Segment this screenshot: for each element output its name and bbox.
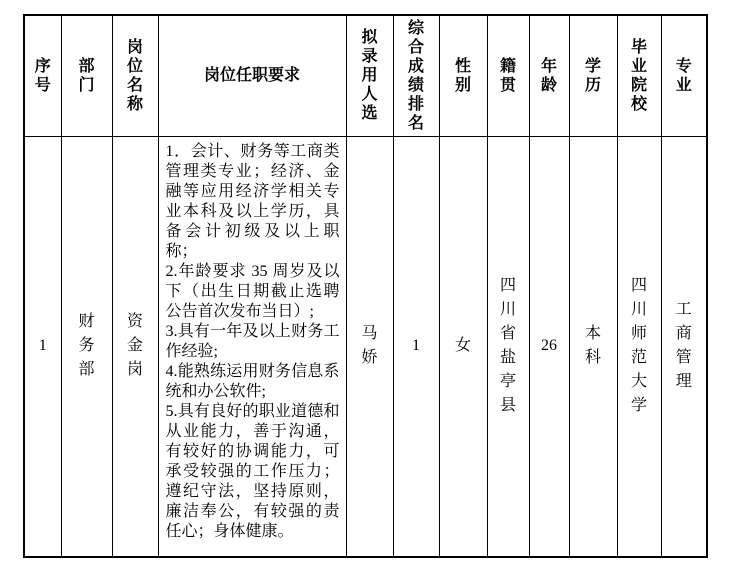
table-row [24, 136, 707, 557]
cell-education [569, 136, 617, 557]
cell-candidate-text: 马娇 [361, 325, 378, 367]
col-header-major [661, 15, 707, 136]
cell-school [617, 136, 661, 557]
col-header-school-label: 毕业院校 [630, 38, 647, 113]
cell-department-text: 财务部 [78, 313, 95, 379]
cell-education-text: 本科 [584, 325, 601, 367]
col-header-position-name-label: 岗位名称 [126, 38, 143, 113]
requirement-item: 4.能熟练运用财务信息系统和办公软件; [165, 362, 340, 400]
col-header-gender [439, 15, 487, 136]
col-header-major-label: 专业 [675, 57, 692, 94]
cell-gender [439, 136, 487, 557]
cell-age: 26 [529, 136, 569, 557]
requirement-item: 2.年龄要求 35 周岁及以下（出生日期截止选聘公告首次发布当日）; [165, 262, 340, 320]
requirement-item: 3.具有一年及以上财务工作经验; [165, 322, 340, 360]
col-header-gender-label: 性别 [454, 57, 471, 94]
cell-rank: 1 [393, 136, 439, 557]
col-header-rank [393, 15, 439, 136]
cell-serial: 1 [24, 136, 61, 557]
recruitment-result-table [23, 14, 708, 558]
cell-hometown-text: 四川省盐亭县 [499, 277, 516, 415]
col-header-education-label: 学历 [584, 57, 601, 94]
col-header-hometown-label: 籍贯 [499, 57, 516, 94]
cell-requirements [158, 136, 346, 557]
header-row [24, 15, 707, 136]
col-header-department-label: 部门 [78, 57, 95, 94]
col-header-department [61, 15, 112, 136]
col-header-education [569, 15, 617, 136]
cell-gender-text: 女 [454, 337, 471, 355]
col-header-rank-label: 综合成绩排名 [407, 19, 424, 132]
cell-candidate [346, 136, 393, 557]
cell-school-text: 四川师范大学 [630, 277, 647, 415]
col-header-requirements: 岗位任职要求 [158, 15, 346, 136]
col-header-school [617, 15, 661, 136]
col-header-serial [24, 15, 61, 136]
col-header-age [529, 15, 569, 136]
requirement-item: 1．会计、财务等工商类管理类专业；经济、金融等应用经济学相关专业本科及以上学历，具备会计初级及以上职称； [165, 142, 340, 260]
requirement-item: 5.具有良好的职业道德和从业能力，善于沟通，有较好的协调能力，可承受较强的工作压力；遵纪守法，坚持原则，廉洁奉公，有较强的责任心；身体健康。 [165, 402, 340, 540]
cell-major-text: 工商管理 [675, 301, 692, 391]
col-header-candidate-label: 拟录用人选 [361, 29, 378, 123]
col-header-position-name [112, 15, 158, 136]
col-header-candidate [346, 15, 393, 136]
col-header-age-label: 年龄 [540, 57, 557, 94]
cell-department [61, 136, 112, 557]
col-header-hometown [487, 15, 529, 136]
col-header-serial-label: 序号 [34, 57, 51, 94]
cell-position-name-text: 资金岗 [126, 313, 143, 379]
cell-hometown [487, 136, 529, 557]
cell-position-name [112, 136, 158, 557]
cell-major [661, 136, 707, 557]
